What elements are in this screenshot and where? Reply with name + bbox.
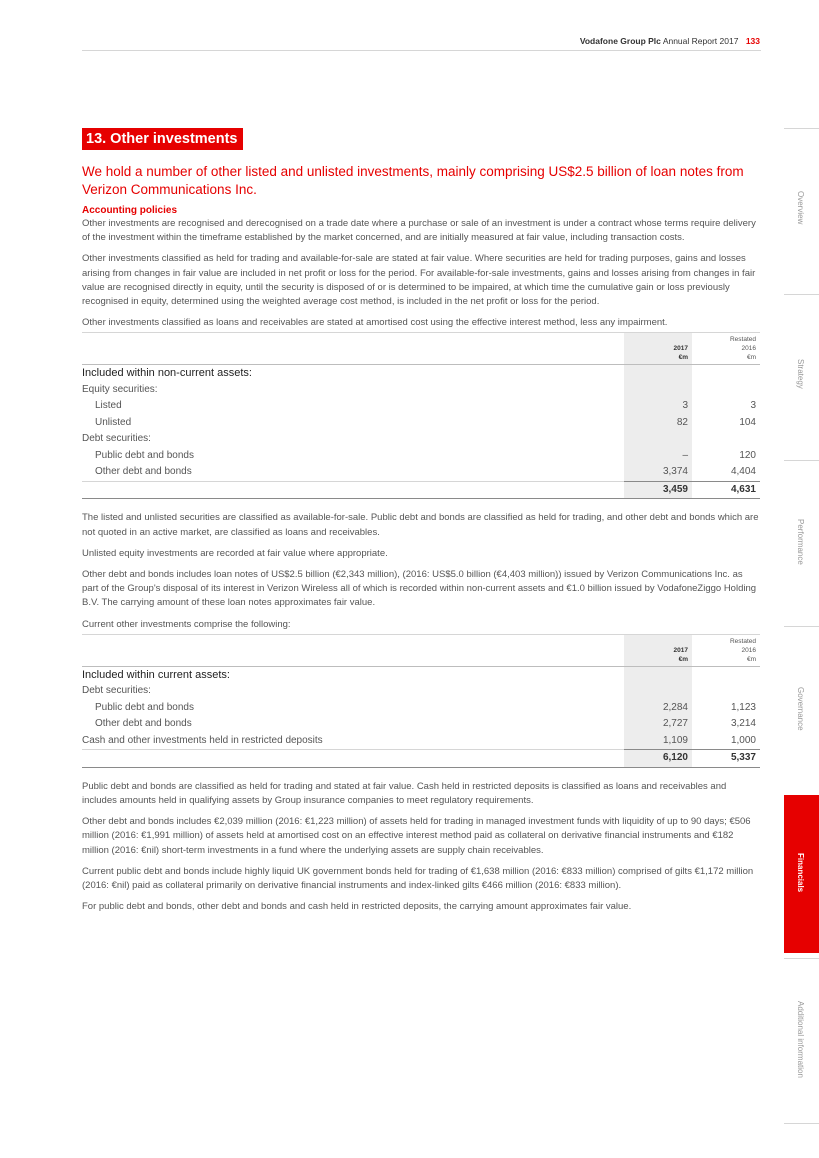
paragraph: For public debt and bonds, other debt and bonds and cash held in restricted deposits, the carrying amount approximates fair value.: [82, 901, 632, 913]
table-row: [82, 683, 760, 700]
non-current-investments-table: [82, 332, 760, 499]
page-header: [530, 36, 760, 46]
sidebar-tab-label: Overview: [796, 191, 805, 225]
sidebar-tab-overview[interactable]: [784, 128, 819, 295]
value-2017: 3: [624, 398, 692, 415]
table-heading: Included within current assets:: [82, 666, 624, 683]
accounting-policies-heading: Accounting policies: [82, 205, 178, 216]
row-label: Other debt and bonds: [95, 718, 192, 730]
value-2017: 3,374: [624, 464, 692, 481]
paragraph: Other investments classified as loans and receivables are stated at amortised cost using the effective interest method, less any impairment.: [82, 317, 668, 329]
row-label: Cash and other investments held in restricted deposits: [82, 733, 624, 750]
value-2017: 82: [624, 415, 692, 432]
row-label: Listed: [95, 400, 122, 412]
table-row: [82, 464, 760, 481]
table-row: [82, 700, 760, 717]
value-2016: 3,214: [730, 718, 756, 730]
section-title: 13. Other investments: [82, 128, 243, 150]
table-row: [82, 733, 760, 750]
table-row: [82, 365, 760, 382]
report-name: Annual Report 2017: [662, 36, 739, 46]
total-2016: 5,337: [692, 750, 760, 768]
sidebar-tab-label: Additional information: [796, 1001, 805, 1078]
sidebar-tab-label: Performance: [796, 519, 805, 565]
col-2016: Restated 2016 €m: [729, 637, 756, 663]
paragraph: Other debt and bonds includes loan notes of US$2.5 billion (€2,343 million), (2016: US$5.0 billion (€4,403 million)) issued by Verizon Communications Inc. as part of the Group's disposal of its interest in Verizon Wireless all of which is recorded within non-current assets and €1.0 billion issued by VodafoneZiggo Holding B.V. The carrying amount of these loan notes approximates fair value.: [82, 569, 757, 609]
value-2017: 2,727: [624, 716, 692, 733]
table-heading: Included within non-current assets:: [82, 365, 624, 382]
current-investments-table: [82, 634, 760, 768]
header-divider: [82, 50, 761, 51]
company-name: Vodafone Group Plc: [579, 36, 661, 46]
section-lead: We hold a number of other listed and unlisted investments, mainly comprising US$2.5 billion of loan notes from Verizon Communications Inc.: [82, 164, 744, 197]
row-label: Public debt and bonds: [95, 701, 194, 713]
total-2017: 6,120: [624, 750, 692, 768]
table-row: [82, 431, 760, 448]
table-row: [82, 398, 760, 415]
value-2016: 120: [739, 449, 756, 461]
paragraph: Other debt and bonds includes €2,039 million (2016: €1,223 million) of assets held for trading in managed investment funds with liquidity of up to 90 days; €506 million (2016: €1,991 million) of assets held at amortised cost on an effective interest method paid as collateral on derivative financial instruments and €182 million (2016: €nil) short-term investments in a fund where the underlying assets are supply chain receivables.: [82, 816, 751, 856]
table-row: [82, 382, 760, 399]
sidebar-tab-label: Financials: [796, 853, 805, 893]
paragraph: Unlisted equity investments are recorded at fair value where appropriate.: [82, 547, 388, 559]
sidebar-tab-performance[interactable]: [784, 460, 819, 627]
row-label: Equity securities:: [82, 383, 158, 395]
table-row: [82, 448, 760, 465]
table-header-row: [82, 634, 760, 666]
row-label: Unlisted: [95, 416, 132, 428]
sidebar-tab-additional-information[interactable]: [784, 958, 819, 1124]
main-content: [82, 128, 760, 921]
value-2016: 3: [750, 400, 756, 412]
paragraph: Current public debt and bonds include highly liquid UK government bonds held for trading of €1,638 million (2016: €833 million) comprised of gilts €1,172 million (2016: €nil) paid as collateral primarily on derivative financial instruments and index-linked gilts €466 million (2016: €833 million).: [82, 865, 754, 892]
value-2016: 104: [739, 416, 756, 428]
value-2016: 4,404: [692, 464, 760, 481]
row-label: Debt securities:: [82, 685, 151, 697]
sidebar-tab-label: Governance: [796, 687, 805, 731]
table-row: [82, 716, 760, 733]
page-number: 133: [745, 36, 760, 46]
table-header-row: [82, 333, 760, 365]
paragraph: Other investments classified as held for trading and available-for-sale are stated at fair value. Where securities are held for trading purposes, gains and losses arising from changes in fair value are included in net profit or loss for the period. For available-for-sale investments, gains and losses arising from changes in fair value are recognised directly in equity, until the security is disposed of or is determined to be impaired, at which time the cumulative gain or loss previously recognised in equity, determined using the weighted average cost method, is included in the net profit or loss for the period.: [82, 253, 756, 308]
sidebar-tab-label: Strategy: [796, 359, 805, 389]
value-2016: 1,123: [730, 701, 756, 713]
table-row: [82, 415, 760, 432]
sidebar-tab-financials[interactable]: [784, 795, 819, 953]
total-2016: 4,631: [692, 481, 760, 499]
paragraph: The listed and unlisted securities are classified as available-for-sale. Public debt and bonds are classified as held for trading, and other debt and bonds which are not quoted in an active market, are classified as loans and receivables.: [82, 512, 759, 538]
total-row: [82, 481, 760, 499]
table-row: [82, 666, 760, 683]
row-label: Debt securities:: [82, 433, 151, 445]
col-2016: Restated 2016 €m: [729, 336, 756, 362]
sidebar-tab-governance[interactable]: [784, 626, 819, 795]
value-2017: 2,284: [624, 700, 692, 717]
value-2016: 1,000: [692, 733, 760, 750]
row-label: Other debt and bonds: [82, 464, 624, 481]
total-row: [82, 750, 760, 768]
value-2017: 1,109: [624, 733, 692, 750]
col-2017: 2017 €m: [624, 333, 692, 365]
total-2017: 3,459: [624, 481, 692, 499]
paragraph: Public debt and bonds are classified as held for trading and stated at fair value. Cash held in restricted deposits is classified as loans and receivables and includes amounts held in qualifying assets by Group insurance companies to meet regulatory requirements.: [82, 780, 727, 807]
value-2017: –: [624, 448, 692, 465]
sidebar-tab-strategy[interactable]: [784, 294, 819, 461]
paragraph: Other investments are recognised and derecognised on a trade date where a purchase or sale of an investment is under a contract whose terms require delivery of the investment within the timeframe established by the market concerned, and are initially measured at fair value, including transaction costs.: [82, 218, 756, 244]
row-label: Public debt and bonds: [95, 449, 194, 461]
col-2017: 2017 €m: [624, 634, 692, 666]
paragraph: Current other investments comprise the following:: [82, 618, 291, 630]
